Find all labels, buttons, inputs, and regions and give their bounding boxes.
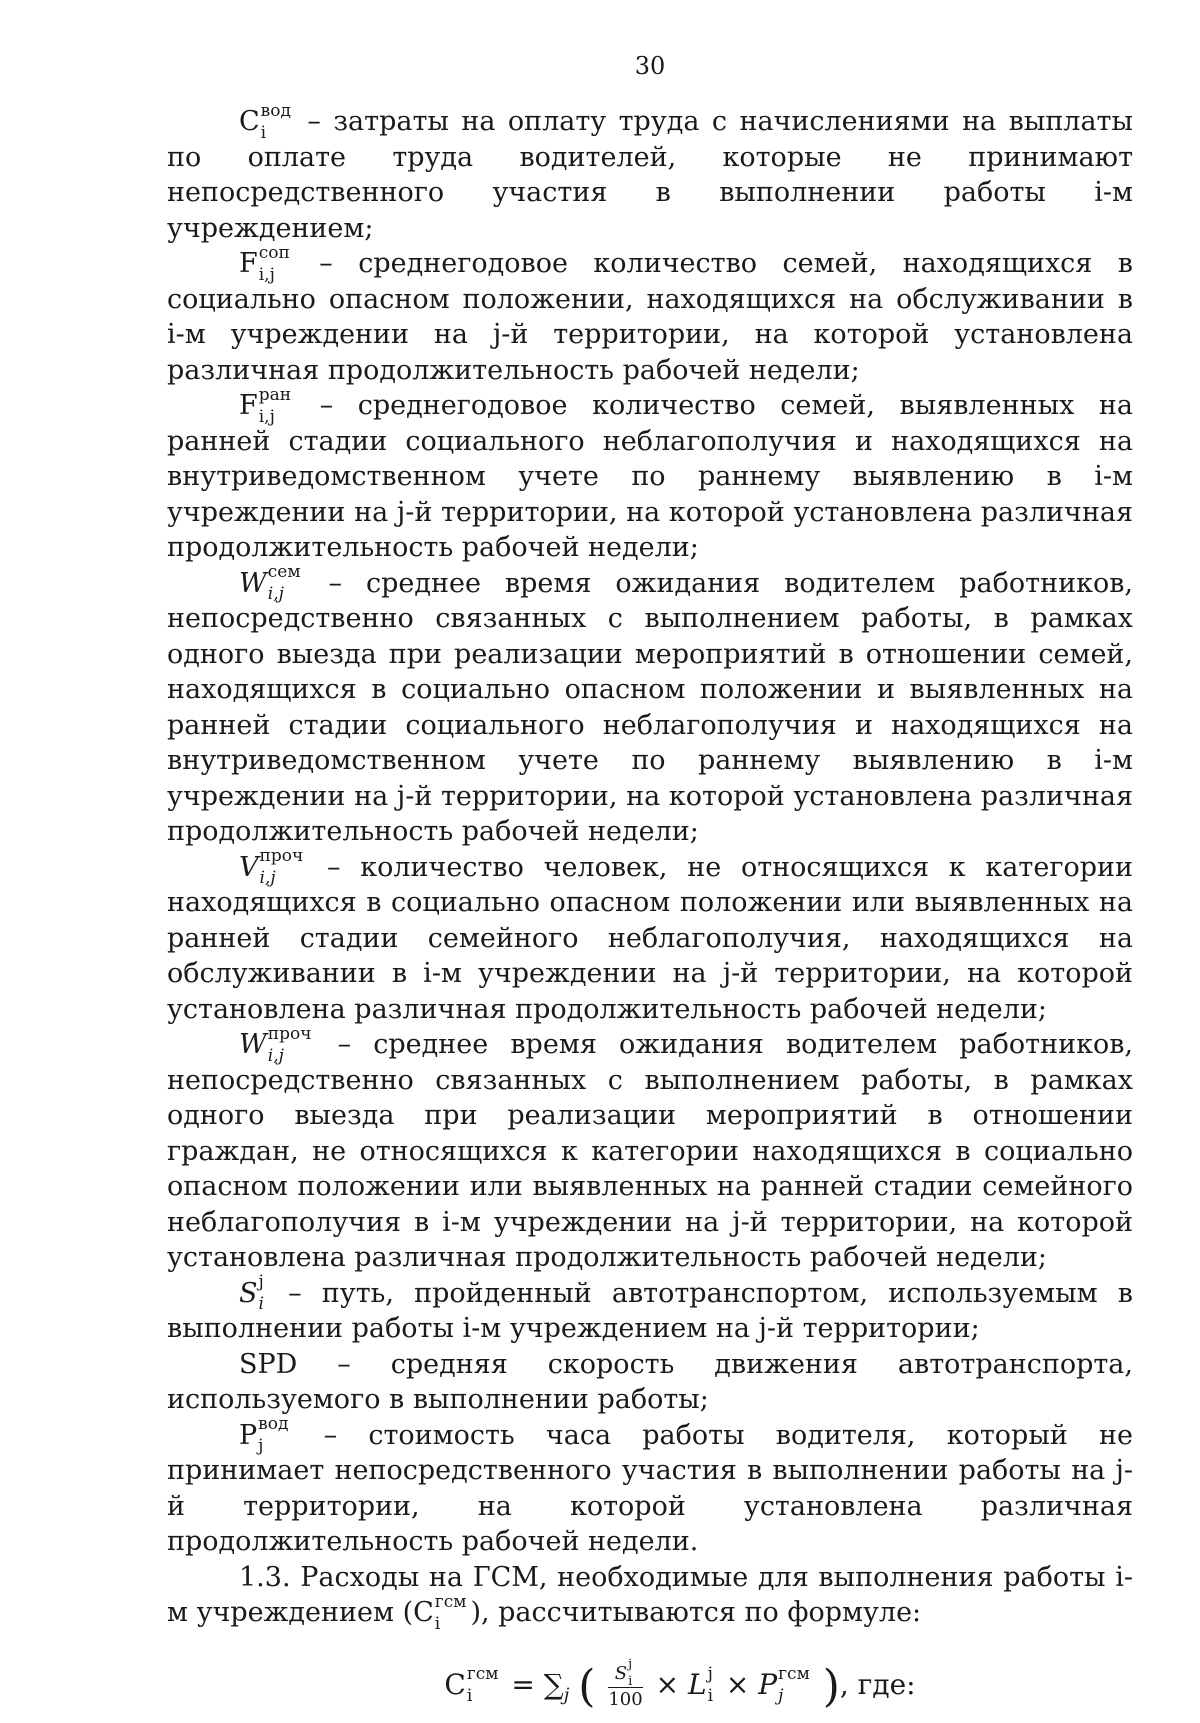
definition-text: – среднее время ожидания водителем работников, непосредственно связанных с выполнением работы, в рамках одного выезда при реализации мероприятий в отношении семей, находящихся в социально опасном положении и выявленных на ранней стадии социального неблагополучия и находящихся на внутриведомственном учете по раннему выявлению в i-м учреждении на j-й территории, на которой установлена различная продолжительность рабочей недели; [167,567,1133,847]
definition-symbol: F ран i,j [239,384,292,427]
definition-symbol: C вод i [239,100,291,143]
definition-symbol: P вод j [239,1414,289,1456]
formula-sum: $\sum_j$ [543,1667,570,1706]
formula-lhs: C гсм i [444,1664,499,1706]
document-body [167,100,1133,1713]
definition-symbol: V проч i,j [239,846,304,888]
definition-paragraph [167,562,1133,850]
section-paragraph [167,1560,1133,1634]
formula [167,1656,1133,1713]
definition-symbol: W сем i,j [239,562,301,604]
formula-times-2: × [725,1667,750,1701]
formula-fraction [608,1656,643,1710]
definition-paragraph [167,1347,1133,1418]
definitions-list [167,100,1133,1560]
definition-text: – путь, пройденный автотранспортом, используемым в выполнении работы i-м учреждением на j-й территории; [167,1277,1133,1344]
definition-symbol: W проч i,j [239,1023,312,1066]
definition-text: – среднегодовое количество семей, выявленных на ранней стадии социального неблагополучия и находящихся на внутриведомственном учете по раннему выявлению в i-м учреждении на j-й территории, на которой установлена различная продолжительность рабочей недели; [167,390,1133,563]
definition-text: – стоимость часа работы водителя, который не принимает непосредственного участия в выполнении работы на j-й территории, на которой установлена различная продолжительность рабочей недели. [167,1419,1133,1557]
definition-text: – среднегодовое количество семей, находящихся в социально опасном положении, находящихся на обслуживании в i-м учреждении на j-й территории, на которой установлена различная продолжительность рабочей недели; [167,248,1133,386]
definition-symbol: SPD [239,1348,298,1380]
formula-paren-open: ( [578,1660,596,1712]
definition-paragraph [167,1023,1133,1276]
definition-text: – среднее время ожидания водителем работников, непосредственно связанных с выполнением работы, в рамках одного выезда при реализации мероприятий в отношении граждан, не относящихся к категории находящихся в социально опасном положении или выявленных на ранней стадии семейного неблагополучия в i-м учреждении на j-й территории, на которой установлена различная продолжительность рабочей недели; [167,1029,1133,1273]
formula-p: P гсм j [758,1664,810,1706]
formula-suffix: , где: [839,1667,916,1701]
definition-text: – затраты на оплату труда с начислениями на выплаты по оплате труда водителей, которые не принимают непосредственного участия в выполнении работы i-м учреждением; [167,106,1133,244]
definition-paragraph [167,384,1133,566]
section-symbol: C гсм i [413,1591,467,1634]
definition-paragraph [167,1272,1133,1347]
definition-text: – количество человек, не относящихся к категории находящихся в социально опасном положении или выявленных на ранней стадии семейного неблагополучия, находящихся на обслуживании в i-м учреждении на j-й территории, на которой установлена различная продолжительность рабочей недели; [167,851,1133,1025]
definition-text: – средняя скорость движения автотранспорта, используемого в выполнении работы; [167,1348,1133,1415]
definition-symbol: S j i [239,1272,264,1314]
formula-fraction-numerator: S j i [608,1663,642,1688]
section-text-after: ), рассчитываются по формуле: [470,1597,922,1628]
definition-paragraph [167,100,1133,246]
definition-paragraph [167,242,1133,388]
formula-paren-close: ) [822,1660,840,1712]
section-text-before: 1.3. Расходы на ГСМ, необходимые для выполнения работы i-м учреждением ( [167,1561,1133,1628]
definition-symbol: F соп i,j [239,242,290,285]
page-number: 30 [634,52,666,80]
formula-l: L j i [687,1664,714,1706]
definition-paragraph [167,1414,1133,1560]
formula-times-1: × [655,1667,680,1701]
formula-fraction-denominator: 100 [608,1688,643,1710]
definition-paragraph [167,846,1133,1028]
formula-equals: = [511,1667,535,1701]
